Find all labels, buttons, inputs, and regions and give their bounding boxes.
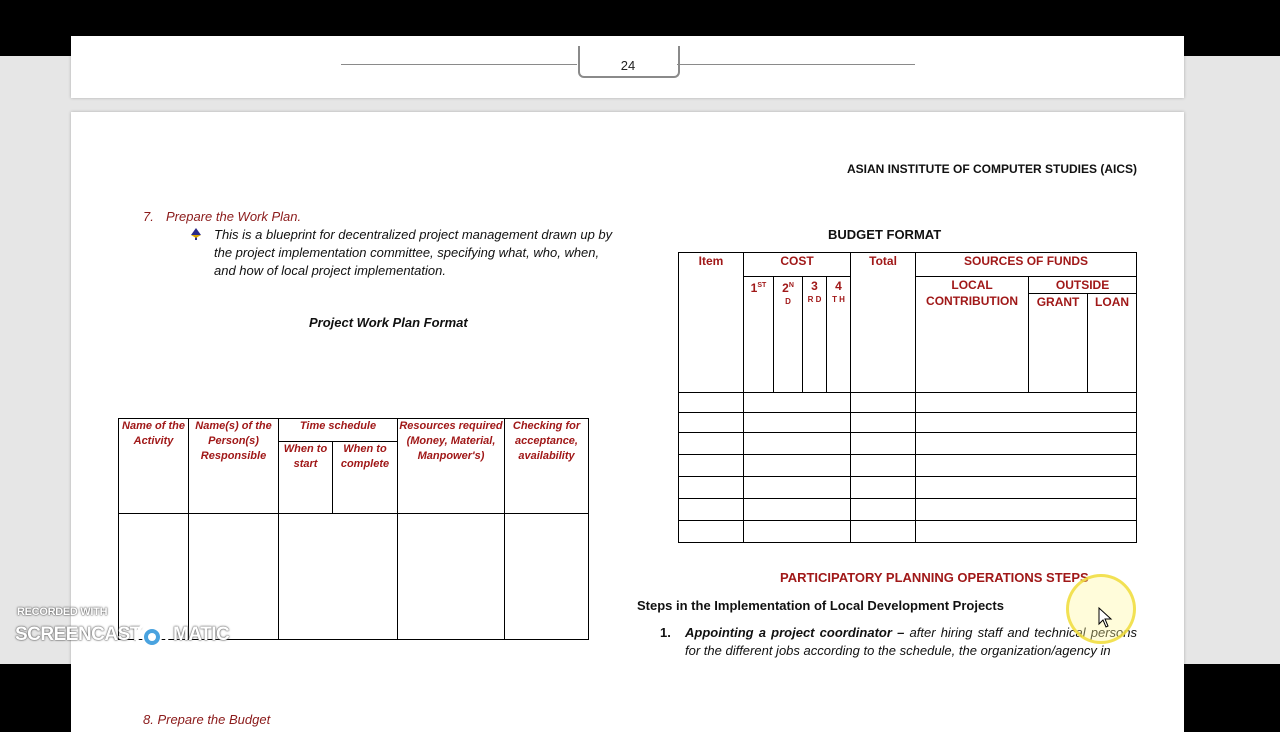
bf-header-outside: OUTSIDE (1029, 277, 1137, 294)
bf-quarter-4: 4 T H (827, 277, 851, 393)
work-plan-title: Project Work Plan Format (309, 315, 468, 330)
step7-description: This is a blueprint for decentralized project management drawn up by the project implementation committee, specifying what, who, when, and how of local project implementation. (214, 227, 613, 278)
bf-empty-row (679, 499, 1137, 521)
step7-title: Prepare the Work Plan. (166, 209, 302, 224)
bf-header-grant: GRANT (1029, 294, 1088, 393)
document-viewer[interactable] (0, 56, 1280, 727)
step7-number: 7. (143, 209, 154, 224)
bf-empty-row (679, 521, 1137, 543)
watermark-matic: MATIC (173, 624, 230, 645)
participatory-title: PARTICIPATORY PLANNING OPERATIONS STEPS (780, 570, 1089, 585)
bf-quarter-2: $2^N$ D (774, 277, 803, 393)
watermark-screencast: SCREENCAST (15, 624, 141, 645)
bf-header-item: Item (679, 253, 744, 393)
wp-header-when-start: When to start (279, 442, 333, 514)
bf-header-loan: LOAN (1088, 294, 1137, 393)
step1-title: Appointing a project coordinator – (685, 625, 905, 640)
wp-header-when-complete: When to complete (333, 442, 398, 514)
step7-heading (143, 209, 301, 224)
watermark-recorded-with: RECORDED WITH (17, 606, 108, 618)
bf-header-local: LOCAL CONTRIBUTION (916, 277, 1029, 393)
bf-header-sources: SOURCES OF FUNDS (916, 253, 1137, 277)
page-number: 24 (620, 58, 636, 73)
bf-quarter-3: 3 R D (803, 277, 827, 393)
bf-empty-row (679, 477, 1137, 499)
bf-header-cost: COST (744, 253, 851, 277)
budget-table (678, 252, 1137, 543)
bf-empty-row (679, 455, 1137, 477)
bf-empty-row (679, 393, 1137, 413)
wp-header-resources: Resources required (Money, Material, Manpower's) (398, 419, 505, 514)
bf-empty-row (679, 433, 1137, 455)
step1-text: after hiring staff and technical persons for the different jobs according to the schedule, the organization/agency in (685, 625, 1138, 658)
previous-page (71, 36, 1184, 98)
arrow-bullet-icon (189, 227, 203, 241)
wp-header-activity: Name of the Activity (119, 419, 189, 514)
wp-cell (279, 514, 398, 640)
step1-number: 1. (660, 625, 671, 640)
wp-cell (505, 514, 589, 640)
bf-quarter-1: 1ST (744, 277, 774, 393)
screencast-watermark (15, 604, 245, 656)
step8-heading: 8. Prepare the Budget (143, 712, 271, 727)
page-number-rule-right (677, 64, 915, 65)
bf-header-total: Total (851, 253, 916, 393)
budget-format-title: BUDGET FORMAT (828, 227, 942, 242)
mouse-pointer-icon (1098, 607, 1114, 629)
steps-title: Steps in the Implementation of Local Development Projects (637, 598, 1004, 613)
page-number-rule-left (341, 64, 577, 65)
wp-header-checking: Checking for acceptance, availability (505, 419, 589, 514)
screencast-logo-icon (135, 620, 169, 654)
wp-header-time-schedule: Time schedule (279, 419, 398, 442)
wp-cell (398, 514, 505, 640)
wp-header-persons: Name(s) of the Person(s) Responsible (189, 419, 279, 514)
institution-header: ASIAN INSTITUTE OF COMPUTER STUDIES (AICS) (846, 162, 1137, 176)
bf-empty-row (679, 413, 1137, 433)
